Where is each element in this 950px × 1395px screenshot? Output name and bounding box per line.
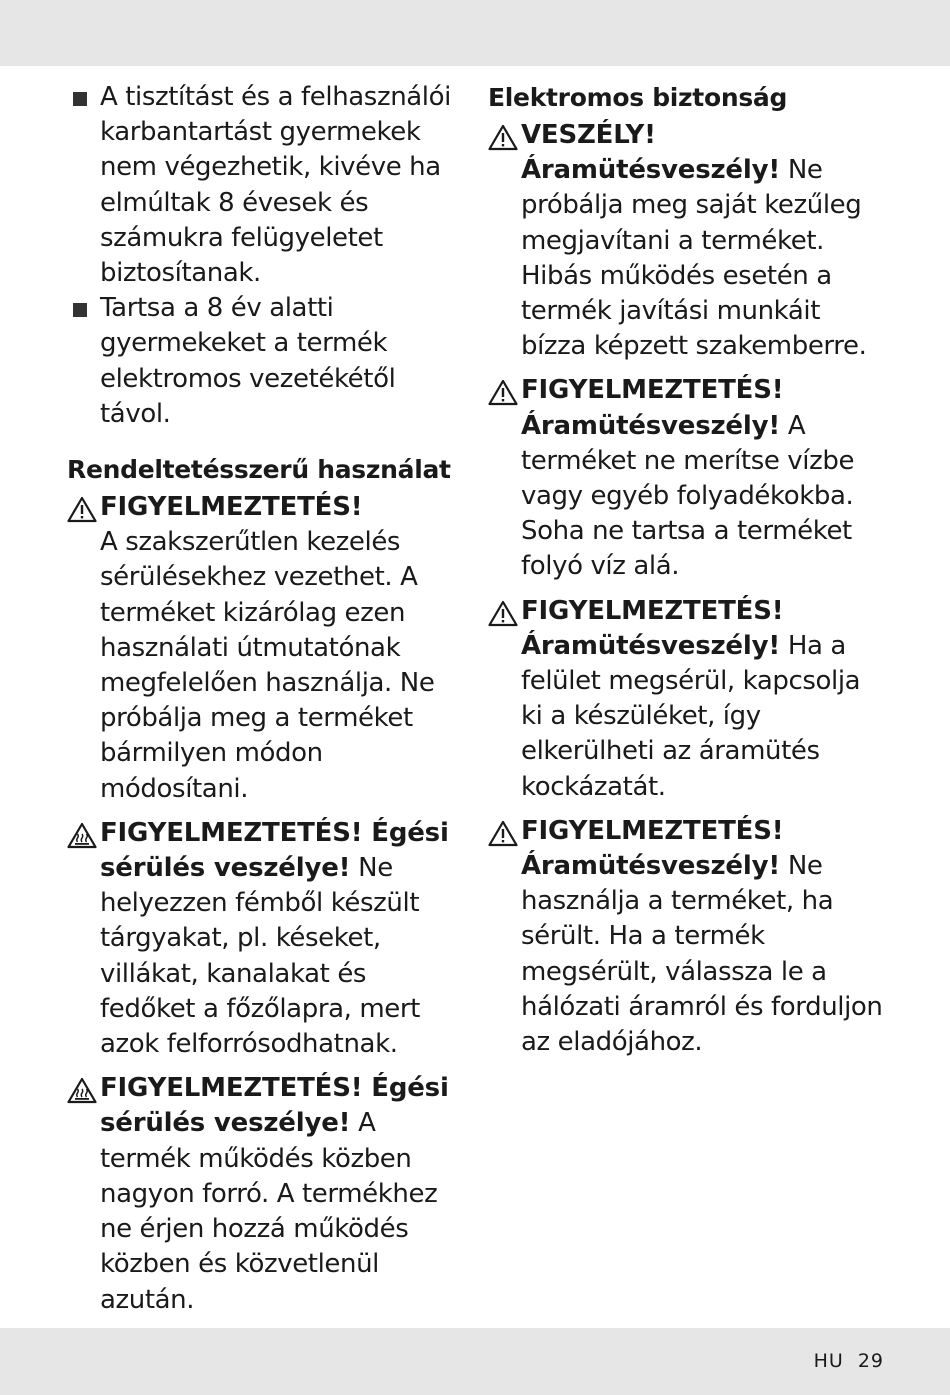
bullet-item: A tisztítást és a felhasználói karbantartást gyermekek nem végezhetik, kivéve ha elmúltak 8 évesek és számukra felügyeletet biztosítanak.: [67, 80, 467, 291]
warning-text: A termék működés közben nagyon forró. A termékhez ne érjen hozzá működés közben és közvetlenül azután.: [100, 1108, 438, 1315]
hot-surface-icon: [67, 822, 97, 849]
warning-block: [67, 1071, 467, 1317]
warning-subtitle: Áramütésveszély!: [521, 410, 780, 441]
warning-text: Ha a felület megsérül, kapcsolja ki a készüléket, így elkerülheti az áramütés kockázatát.: [521, 630, 861, 802]
warning-triangle-icon: [488, 124, 518, 151]
warning-block: [488, 594, 888, 805]
square-bullet-icon: [73, 92, 87, 106]
warning-title: FIGYELMEZTETÉS! Égési sérülés veszélye!: [100, 1073, 449, 1139]
warning-text: Ne próbálja meg saját kezűleg megjavítani a terméket. Hibás működés esetén a termék javítási munkáit bízza képzett szakemberre.: [521, 155, 867, 362]
warning-block: [488, 814, 888, 1060]
right-column: [488, 80, 888, 1060]
warning-block: [488, 118, 888, 364]
warning-subtitle: Áramütésveszély!: [521, 630, 780, 661]
left-column: [67, 80, 467, 1318]
warning-block: [67, 490, 467, 807]
page-footer: [814, 1350, 884, 1372]
warning-block: [67, 816, 467, 1062]
warning-subtitle: Áramütésveszély!: [521, 851, 780, 882]
warning-text: A terméket ne merítse vízbe vagy egyéb folyadékokba. Soha ne tartsa a terméket folyó víz alá.: [521, 410, 855, 582]
warning-title: FIGYELMEZTETÉS! Égési sérülés veszélye!: [100, 817, 449, 884]
warning-triangle-icon: [67, 496, 97, 523]
header-band: [0, 0, 950, 66]
warning-title: VESZÉLY!: [521, 120, 656, 150]
warning-block: [488, 373, 888, 584]
warning-triangle-icon: [488, 600, 518, 627]
warning-text: Ne használja a terméket, ha sérült. Ha a termék megsérült, válassza le a hálózati áramról és forduljon az eladójához.: [521, 851, 883, 1058]
section-title-intended-use: Rendeltetésszerű használat: [67, 455, 451, 485]
footer-band: [0, 1328, 950, 1395]
warning-title: FIGYELMEZTETÉS!: [100, 492, 363, 523]
warning-text: A szakszerűtlen kezelés sérülésekhez vezethet. A terméket kizárólag ezen használati útmutatónak megfelelően használja. Ne próbálja meg a terméket bármilyen módon módosítani.: [100, 527, 435, 804]
bullet-item: Tartsa a 8 év alatti gyermekeket a termék elektromos vezetékétől távol.: [67, 291, 467, 432]
warning-triangle-icon: [488, 379, 518, 406]
warning-triangle-icon: [488, 820, 518, 847]
square-bullet-icon: [73, 303, 87, 317]
page-number: 29: [857, 1350, 884, 1372]
hot-surface-icon: [67, 1077, 97, 1104]
warning-title: FIGYELMEZTETÉS!: [521, 595, 784, 626]
warning-title: FIGYELMEZTETÉS!: [521, 815, 784, 846]
language-code: HU: [813, 1350, 844, 1372]
warning-subtitle: Áramütésveszély!: [521, 155, 780, 186]
warning-text: Ne helyezzen fémből készült tárgyakat, pl. késeket, villákat, kanalakat és fedőket a főzőlapra, mert azok felforrósodhatnak.: [100, 853, 420, 1060]
section-title-electrical-safety: Elektromos biztonság: [488, 83, 788, 112]
warning-title: FIGYELMEZTETÉS!: [521, 375, 784, 406]
